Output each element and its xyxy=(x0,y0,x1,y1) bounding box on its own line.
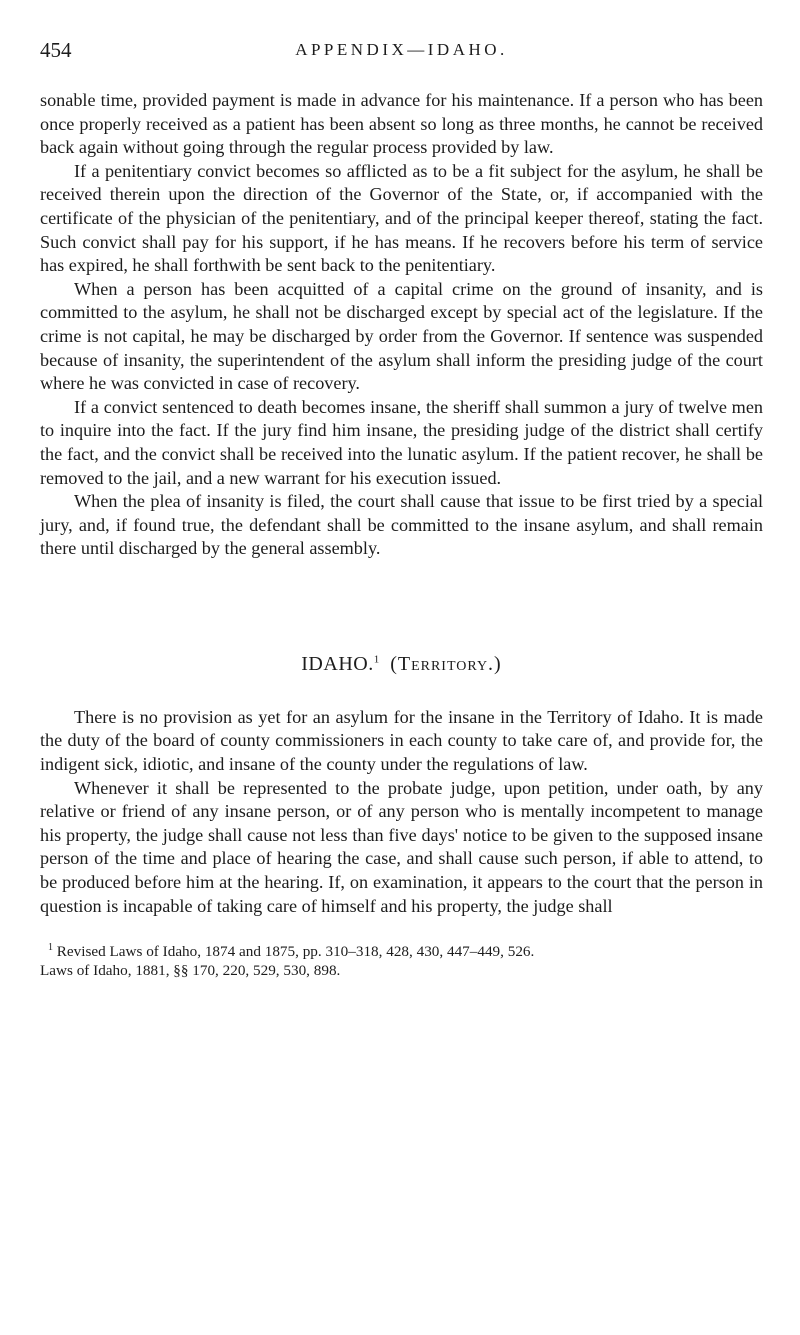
footnote-mark: 1 xyxy=(48,942,53,954)
running-head xyxy=(40,38,763,66)
running-title: APPENDIX—IDAHO. xyxy=(295,40,508,59)
footnote-reference: 1 xyxy=(373,653,380,666)
paragraph: When a person has been acquitted of a capital crime on the ground of insanity, and is committed to the asylum, he shall not be discharged except by special act of the legislature. If the crime is not capital, he may be discharged by order from the Governor. If sentence was suspended because of insanity, the superintendent of the asylum shall inform the presiding judge of the court where he was convicted in case of recovery. xyxy=(40,278,763,394)
paragraph: If a penitentiary convict becomes so afflicted as to be a fit subject for the asylum, he shall be received therein upon the direction of the Governor of the State, or, if accompanied with the certificate of the physician of the penitentiary, and of the principal keeper thereof, stating the fact. Such convict shall pay for his support, if he has means. If he recovers before his term of service has expired, he shall forthwith be sent back to the penitentiary. xyxy=(40,160,763,276)
section-subtitle: (Territory.) xyxy=(390,652,502,675)
paragraph: There is no provision as yet for an asylum for the insane in the Territory of Idaho. It is made the duty of the board of county commissioners in each county to take care of, and provide for, the indigent sick, idiotic, and insane of the county under the regulations of law. xyxy=(40,706,763,775)
section-title: IDAHO. xyxy=(301,652,374,675)
page-number: 454 xyxy=(40,38,72,62)
paragraph: sonable time, provided payment is made in advance for his maintenance. If a person who has been once properly received as a patient has been absent so long as three months, he cannot be received back again without going through the regular process provided by law. xyxy=(40,90,763,158)
body-text-bottom xyxy=(40,706,763,918)
book-page xyxy=(40,38,763,980)
footnote-line: Laws of Idaho, 1881, §§ 170, 220, 529, 530, 898. xyxy=(40,962,341,980)
paragraph: When the plea of insanity is filed, the court shall cause that issue to be first tried by a special jury, and, if found true, the defendant shall be committed to the insane asylum, and shall remain there until discharged by the general assembly. xyxy=(40,491,763,559)
paragraph: If a convict sentenced to death becomes insane, the sheriff shall summon a jury of twelve men to inquire into the fact. If the jury find him insane, the presiding judge of the district shall certify the fact, and the convict shall be received into the lunatic asylum. If the patient recover, he shall be removed to the jail, and a new warrant for his execution issued. xyxy=(40,396,763,488)
footnote xyxy=(40,938,763,980)
section-heading xyxy=(40,653,763,676)
footnote-text: Revised Laws of Idaho, 1874 and 1875, pp. 310–318, 428, 430, 447–449, 526. xyxy=(56,943,535,961)
paragraph: Whenever it shall be represented to the probate judge, upon petition, under oath, by any relative or friend of any insane person, or of any person who is mentally incompetent to manage his property, the judge shall cause not less than five days' notice to be given to the supposed insane person of the time and place of hearing the case, and shall cause such person, if able to attend, to be produced before him at the hearing. If, on examination, it appears to the court that the person in question is incapable of taking care of himself and his property, the judge shall xyxy=(40,777,763,916)
footnote-line xyxy=(40,938,763,961)
body-text-top xyxy=(40,89,763,561)
